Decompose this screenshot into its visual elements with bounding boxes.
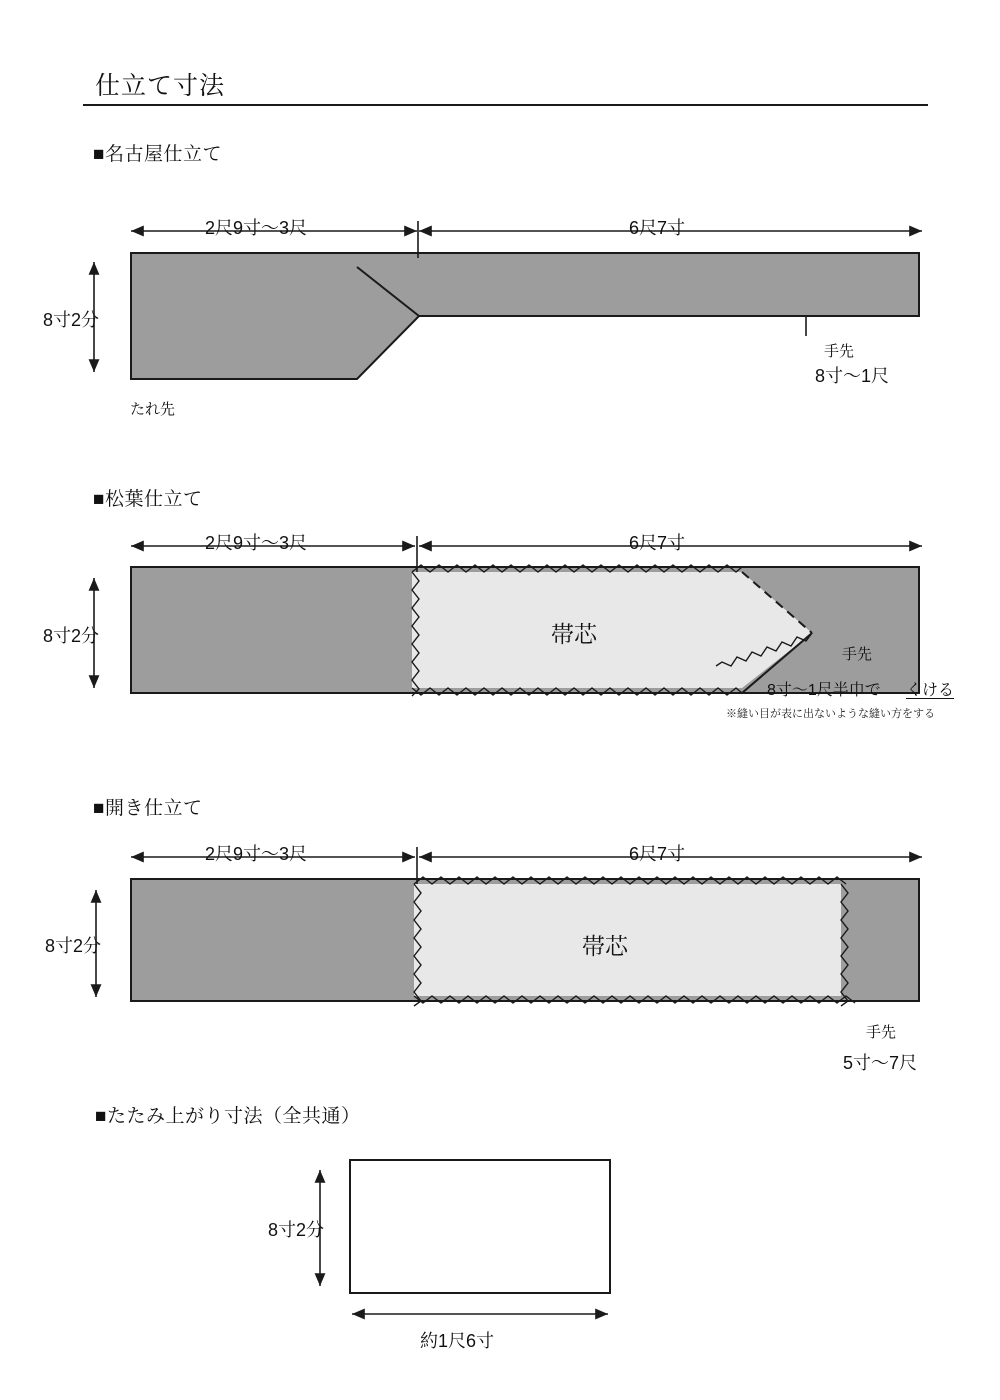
dim-label-right-nagoya: 6尺7寸: [629, 218, 686, 238]
dim-label-left-matsuba: 2尺9寸～3尺: [205, 533, 308, 553]
dim-label-left-nagoya: 2尺9寸～3尺: [205, 218, 308, 238]
figure-nagoya: [94, 221, 922, 379]
dim-label-left-hiraki: 2尺9寸～3尺: [205, 844, 308, 864]
folded-shape-tatami: [350, 1160, 610, 1293]
section-heading-matsuba: ■松葉仕立て: [93, 489, 203, 510]
dim-label-height-hiraki: 8寸2分: [45, 936, 102, 956]
dim-label-height-tatami: 8寸2分: [268, 1220, 325, 1240]
tesaki-size-label-hiraki: 5寸～7尺: [843, 1053, 918, 1073]
tesaki-label-hiraki: 手先: [866, 1024, 897, 1041]
obi-core-shape-matsuba: [412, 572, 812, 688]
dim-label-right-hiraki: 6尺7寸: [629, 844, 686, 864]
tesaki-label-nagoya: 手先: [824, 343, 855, 360]
section-heading-nagoya: ■名古屋仕立て: [93, 144, 222, 165]
dim-label-right-matsuba: 6尺7寸: [629, 533, 686, 553]
obi-core-label-matsuba: 帯芯: [551, 621, 597, 647]
tesaki-verb-label-matsuba: くける: [906, 682, 955, 699]
section-heading-hiraki: ■開き仕立て: [93, 798, 203, 819]
tesaki-label-matsuba: 手先: [842, 646, 873, 663]
note-label-matsuba: ※縫い目が表に出ないような縫い方をする: [726, 708, 935, 720]
figure-tatami: [320, 1160, 610, 1314]
dim-label-height-matsuba: 8寸2分: [43, 626, 100, 646]
figure-hiraki: [96, 847, 922, 1006]
obi-core-label-hiraki: 帯芯: [582, 933, 628, 959]
taresaki-label-nagoya: たれ先: [130, 401, 176, 418]
fabric-shape-nagoya: [131, 253, 919, 379]
tesaki-size-label-nagoya: 8寸～1尺: [815, 366, 890, 386]
dim-label-width-tatami: 約1尺6寸: [420, 1331, 495, 1351]
section-heading-tatami: ■たたみ上がり寸法（全共通）: [95, 1106, 361, 1127]
tesaki-size-label-matsuba: 8寸～1尺半巾で: [767, 682, 881, 699]
figure-matsuba: [94, 536, 922, 696]
page-title: 仕立て寸法: [95, 72, 226, 100]
dim-label-height-nagoya: 8寸2分: [43, 310, 100, 330]
